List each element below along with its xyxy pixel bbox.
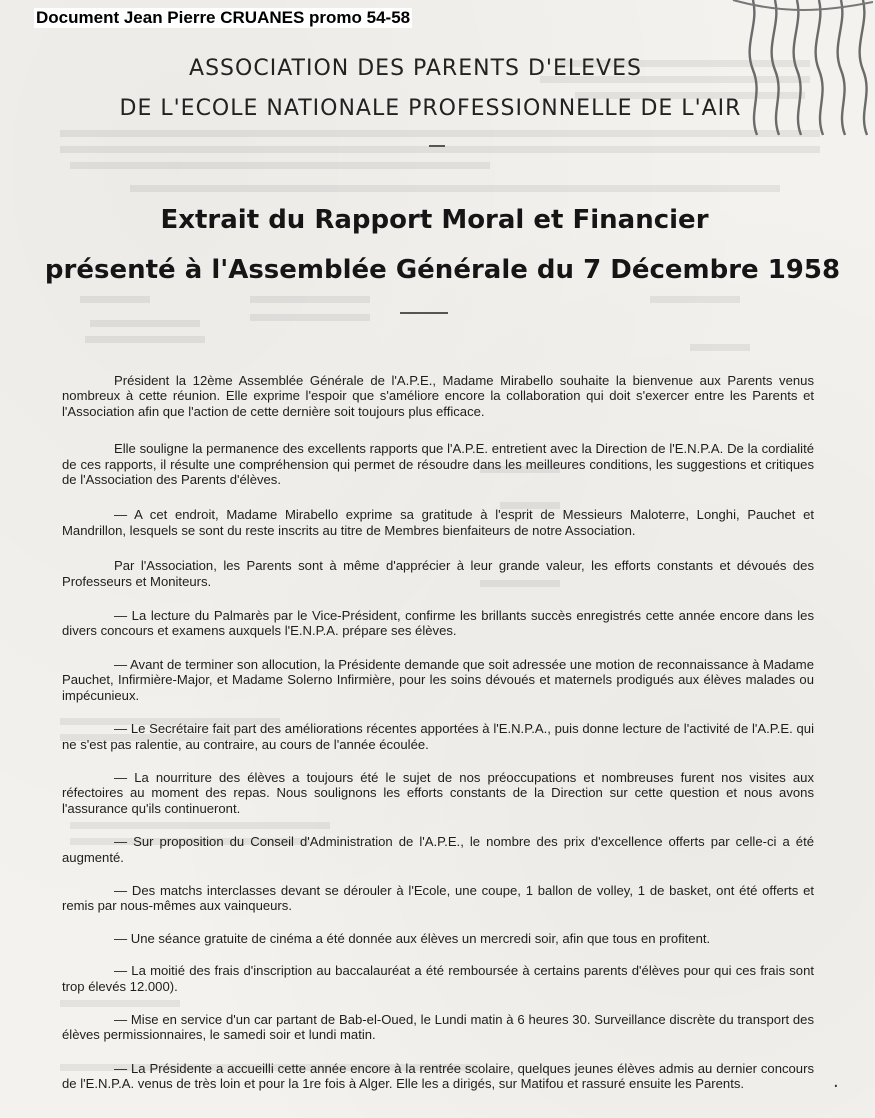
title-divider xyxy=(400,312,448,314)
paragraph-secretary: — Le Secrétaire fait part des améliorations récentes apportées à l'E.N.P.A., puis donne lecture de l'activité de l'A.P.E. qui ne s'est pas ralentie, au contraire, au cours de l'année écoulée. xyxy=(62,721,814,752)
paragraph-cinema: — Une séance gratuite de cinéma a été donnée aux élèves un mercredi soir, afin que tous en profitent. xyxy=(114,930,711,946)
association-name-line2: DE L'ECOLE NATIONALE PROFESSIONNELLE DE L'AIR xyxy=(119,96,742,121)
document-caption: Document Jean Pierre CRUANES promo 54-58 xyxy=(36,8,411,27)
paragraph-relations: Elle souligne la permanence des excellents rapports que l'A.P.E. entretient avec la Direction de l'E.N.P.A. De la cordialité de ces rapports, il résulte une compréhension qui permet de résoudre dans les meilleures conditions, les suggestions et critiques de l'Association des Parents d'élèves. xyxy=(62,441,814,488)
paragraph-matches: — Des matchs interclasses devant se dérouler à l'Ecole, une coupe, 1 ballon de volley, 1 de basket, ont été offerts et remis par nous-mêmes aux vainqueurs. xyxy=(62,882,814,914)
paragraph-prizes: — Sur proposition du Conseil d'Administration de l'A.P.E., le nombre des prix d'excellence offerts par celle-ci a été augmenté. xyxy=(62,834,814,865)
paragraph-gratitude: — A cet endroit, Madame Mirabello exprime sa gratitude à l'esprit de Messieurs Maloterre, Longhi, Pauchet et Mandrillon, lesquels se sont du reste inscrits au titre de Membres bienfaiteurs de notre Association. xyxy=(62,507,814,538)
paragraph-palmares: — La lecture du Palmarès par le Vice-Président, confirme les brillants succès enregistrés cette année encore dans les divers concours et examens auxquels l'E.N.P.A. prépare ses élèves. xyxy=(62,608,814,639)
paragraph-teachers: Par l'Association, les Parents sont à même d'apprécier à leur grande valeur, les efforts constants et dévoués des Professeurs et Moniteurs. xyxy=(62,558,814,589)
margin-mark: · xyxy=(833,1076,839,1097)
paragraph-motion: — Avant de terminer son allocution, la Présidente demande que soit adressée une motion de reconnaissance à Madame Pauchet, Infirmière-Major, et Madame Solerno Infirmière, pour les soins dévoués et maternels prodigués aux élèves malades ou impécunieux. xyxy=(62,656,814,703)
paragraph-bus: — Mise en service d'un car partant de Bab-el-Oued, le Lundi matin à 6 heures 30. Surveillance discrète du transport des élèves permissionnaires, le samedi soir et lundi matin. xyxy=(62,1011,814,1043)
paragraph-opening: Président la 12ème Assemblée Générale de l'A.P.E., Madame Mirabello souhaite la bienvenue aux Parents venus nombreux à cette réunion. Elle exprime l'espoir que s'améliore encore la collaboration qui doit s'exercer entre les Parents et l'Association afin que l'action de cette dernière soit toujours plus efficace. xyxy=(62,373,814,419)
report-title-line1: Extrait du Rapport Moral et Financier xyxy=(160,205,709,235)
header-divider xyxy=(429,145,445,147)
paragraph-food: — La nourriture des élèves a toujours été le sujet de nos préoccupations et nombreuses furent nos visites aux réfectoires au moment des repas. Nous soulignons les efforts constants de la Direction sur cette question et nous avons l'assurance qu'ils continueront. xyxy=(62,769,814,816)
paragraph-baccalaureate: — La moitié des frais d'inscription au baccalauréat a été remboursée à certains parents d'élèves pour qui ces frais sont trop élevés 12.000). xyxy=(62,963,814,994)
paragraph-welcome: — La Présidente a accueilli cette année encore à la rentrée scolaire, quelques jeunes élèves admis au dernier concours de l'E.N.P.A. venus de très loin et pour la 1re fois à Alger. Elle les a dirigés, sur Matifou et rassuré ensuite les Parents. xyxy=(62,1060,814,1092)
report-title-line2: présenté à l'Assemblée Générale du 7 Décembre 1958 xyxy=(44,255,841,285)
report-body xyxy=(62,373,814,1092)
association-name-line1: ASSOCIATION DES PARENTS D'ELEVES xyxy=(189,56,642,81)
